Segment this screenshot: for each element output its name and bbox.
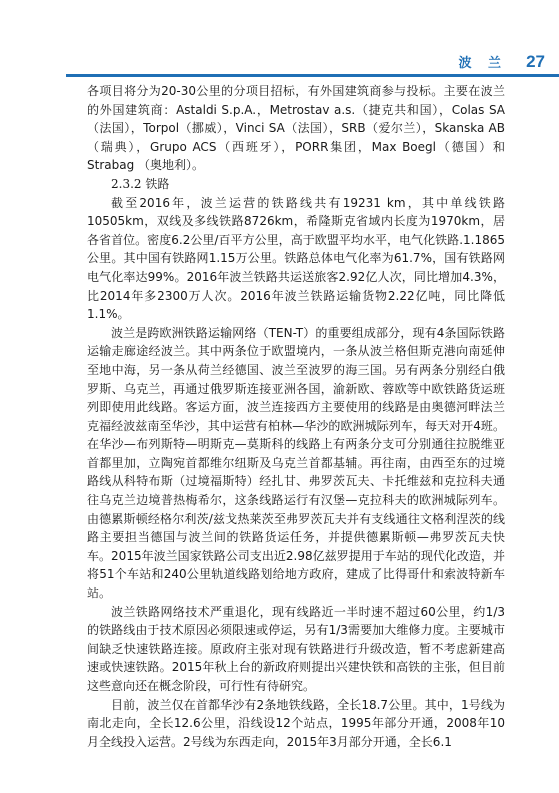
paragraph-network-condition: 波兰铁路网络技术严重退化，现有线路近一半时速不超过60公里，约1/3的铁路线由于技术原因必须限速或停运，另有1/3需要加大维修力度。主要城市间缺乏快速铁路连接。原政府主张对现有铁路进行升级改造，暂不考虑新建高速或快速铁路。2015年秋上台的新政府则提出兴建快铁和高铁的主张，但目前这些意向还在概念阶段，可行性有待研究。 — [87, 604, 505, 693]
section-heading-railway: 2.3.2 铁路 — [111, 176, 170, 191]
paragraph-railway-stats: 截至2016年，波兰运营的铁路线共有19231 km，其中单线铁路10505km，双线及多线铁路8726km，希隆斯克省域内长度为1970km，居各省首位。密度6.2公里/百平方公里，高于欧盟平均水平，电气化铁路.1.1865公里。其中国有铁路网1.15万公里。铁路总体电气化率为61.7%，国有铁路网电气化率达99%。2016年波兰铁路共运送旅客2.92亿人次，同比增加4.3%，比2014年多2300万人次。2016年波兰铁路运输货物2.22亿吨，同比降低1.1%。 — [87, 195, 505, 322]
body-text — [87, 82, 505, 751]
paragraph-metro: 目前，波兰仅在首都华沙有2条地铁线路，全长18.7公里。其中，1号线为南北走向，全长12.6公里，沿线设12个站点，1995年部分开通，2008年10月全线投入运营。2号线为东西走向，2015年3月部分开通，全长6.1 — [87, 697, 505, 749]
paragraph-contractors: 各项目将分为20-30公里的分项目招标，有外国建筑商参与投标。主要在波兰的外国建筑商：Astaldi S.p.A.，Metrostav a.s.（捷克共和国），Colas SA（法国），Torpol（挪威），Vinci SA（法国），SRB（爱尔兰），Skanska AB（瑞典），Grupo ACS（西班牙），PORR集团，Max Boegl（德国）和Strabag （奥地利）。 — [87, 84, 505, 173]
header-rule — [66, 74, 559, 77]
page-header — [66, 52, 559, 84]
chapter-title: 波 兰 — [458, 56, 507, 71]
paragraph-ten-t: 波兰是跨欧洲铁路运输网络（TEN-T）的重要组成部分，现有4条国际铁路运输走廊途经波兰。其中两条位于欧盟境内，一条从波兰格但斯克港向南延伸至地中海，另一条从荷兰经德国、波兰至波罗的海三国。另有两条分别经白俄罗斯、乌克兰，再通过俄罗斯连接亚洲各国，渝新欧、蓉欧等中欧铁路货运班列即使用此线路。客运方面，波兰连接西方主要使用的线路是由奥德河畔法兰克福经波兹南至华沙，其中运营有柏林—华沙的欧洲城际列车，每天对开4班。在华沙—布列斯特—明斯克—莫斯科的线路上有两条分支可分别通往拉脱维亚首都里加，立陶宛首都维尔纽斯及乌克兰首都基辅。再往南，由西至东的过境路线从科特布斯（过境福斯特）经扎甘、弗罗茨瓦夫、卡托维兹和克拉科夫通往乌克兰边境普热梅希尔，这条线路运行有汉堡—克拉科夫的欧洲城际列车。由德累斯顿经格尔利茨/兹戈热莱茨至弗罗茨瓦夫并有支线通往文格利涅茨的线路主要担当德国与波兰间的铁路货运任务，并提供德累斯顿—弗罗茨瓦夫快车。2015年波兰国家铁路公司支出近2.98亿兹罗提用于车站的现代化改造，并将51个车站和240公里轨道线路划给地方政府，建成了比得哥什和索波特新车站。 — [87, 325, 505, 601]
page-number: 27 — [526, 52, 545, 71]
